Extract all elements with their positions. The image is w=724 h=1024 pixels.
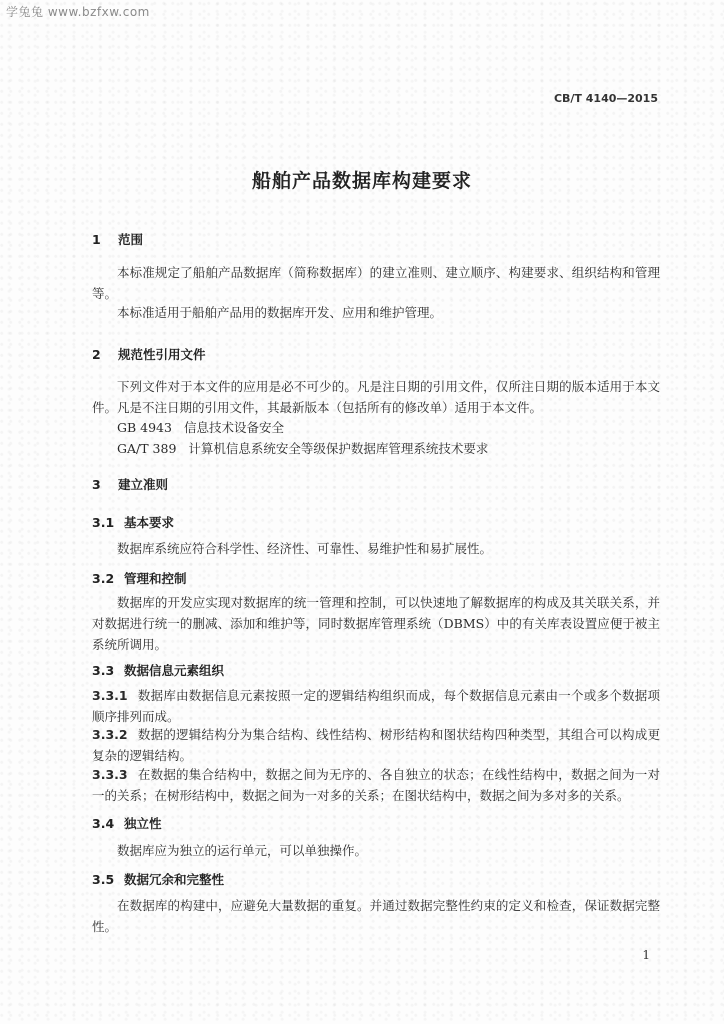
section-number: 1 — [92, 232, 101, 247]
section-3-4-heading — [92, 814, 162, 832]
clause-3-3-3 — [92, 764, 660, 806]
clause-number: 3.3.1 — [92, 688, 128, 703]
clause-number: 3.3.2 — [92, 727, 128, 742]
clause-text: 数据的逻辑结构分为集合结构、线性结构、树形结构和图状结构四种类型，其组合可以构成更复杂的逻辑结构。 — [92, 727, 660, 763]
section-2-heading — [92, 345, 206, 363]
section-number: 3.5 — [92, 872, 115, 887]
clause-number: 3.3.3 — [92, 767, 128, 782]
clause-3-3-2 — [92, 724, 660, 766]
section-title: 管理和控制 — [124, 571, 187, 586]
section-1-paragraph-1: 本标准规定了船舶产品数据库（简称数据库）的建立准则、建立顺序、构建要求、组织结构和管理等。 — [92, 265, 660, 301]
section-number: 2 — [92, 347, 101, 362]
section-title: 建立准则 — [118, 477, 169, 492]
reference-title: 计算机信息系统安全等级保护数据库管理系统技术要求 — [188, 441, 489, 456]
section-title: 数据信息元素组织 — [124, 663, 225, 678]
section-3-2-heading — [92, 569, 187, 587]
section-3-heading — [92, 475, 168, 493]
section-1-paragraph-2: 本标准适用于船舶产品用的数据库开发、应用和维护管理。 — [117, 305, 443, 320]
section-3-5-heading — [92, 870, 224, 888]
section-3-1-heading — [92, 513, 174, 531]
section-title: 基本要求 — [124, 515, 175, 530]
section-number: 3.2 — [92, 571, 115, 586]
normative-reference — [117, 418, 284, 436]
section-title: 规范性引用文件 — [118, 347, 206, 362]
section-3-4-paragraph: 数据库应为独立的运行单元，可以单独操作。 — [117, 843, 368, 858]
clause-text: 在数据的集合结构中，数据之间为无序的、各自独立的状态；在线性结构中，数据之间为一对一的关系；在树形结构中，数据之间为一对多的关系；在图状结构中，数据之间为多对多的关系。 — [92, 767, 660, 803]
reference-title: 信息技术设备安全 — [183, 420, 284, 435]
reference-code: GB 4943 — [117, 420, 172, 435]
standard-number: CB/T 4140—2015 — [553, 92, 658, 105]
section-title: 独立性 — [124, 816, 162, 831]
clause-3-3-1 — [92, 685, 660, 727]
section-number: 3.4 — [92, 816, 115, 831]
normative-reference — [117, 439, 488, 457]
page-number: 1 — [642, 948, 650, 962]
section-number: 3.3 — [92, 663, 115, 678]
section-number: 3.1 — [92, 515, 115, 530]
document-title: 船舶产品数据库构建要求 — [251, 170, 472, 192]
watermark: 学兔兔 www.bzfxw.com — [6, 5, 150, 19]
reference-code: GA/T 389 — [117, 441, 177, 456]
section-3-2-paragraph: 数据库的开发应实现对数据库的统一管理和控制，可以快速地了解数据库的构成及其关联关系，并对数据进行统一的删减、添加和维护等，同时数据库管理系统（DBMS）中的有关库表设置应便于被主系统所调用。 — [92, 595, 660, 652]
section-number: 3 — [92, 477, 101, 492]
section-3-5-paragraph: 在数据库的构建中，应避免大量数据的重复。并通过数据完整性约束的定义和检查，保证数据完整性。 — [92, 898, 660, 934]
section-3-1-paragraph: 数据库系统应符合科学性、经济性、可靠性、易维护性和易扩展性。 — [117, 541, 493, 556]
section-title: 范围 — [118, 232, 144, 247]
section-2-paragraph: 下列文件对于本文件的应用是必不可少的。凡是注日期的引用文件，仅所注日期的版本适用于本文件。凡是不注日期的引用文件，其最新版本（包括所有的修改单）适用于本文件。 — [92, 379, 660, 415]
section-3-3-heading — [92, 661, 224, 679]
section-title: 数据冗余和完整性 — [124, 872, 225, 887]
clause-text: 数据库由数据信息元素按照一定的逻辑结构组织而成，每个数据信息元素由一个或多个数据项顺序排列而成。 — [92, 688, 660, 724]
section-1-heading — [92, 230, 143, 248]
